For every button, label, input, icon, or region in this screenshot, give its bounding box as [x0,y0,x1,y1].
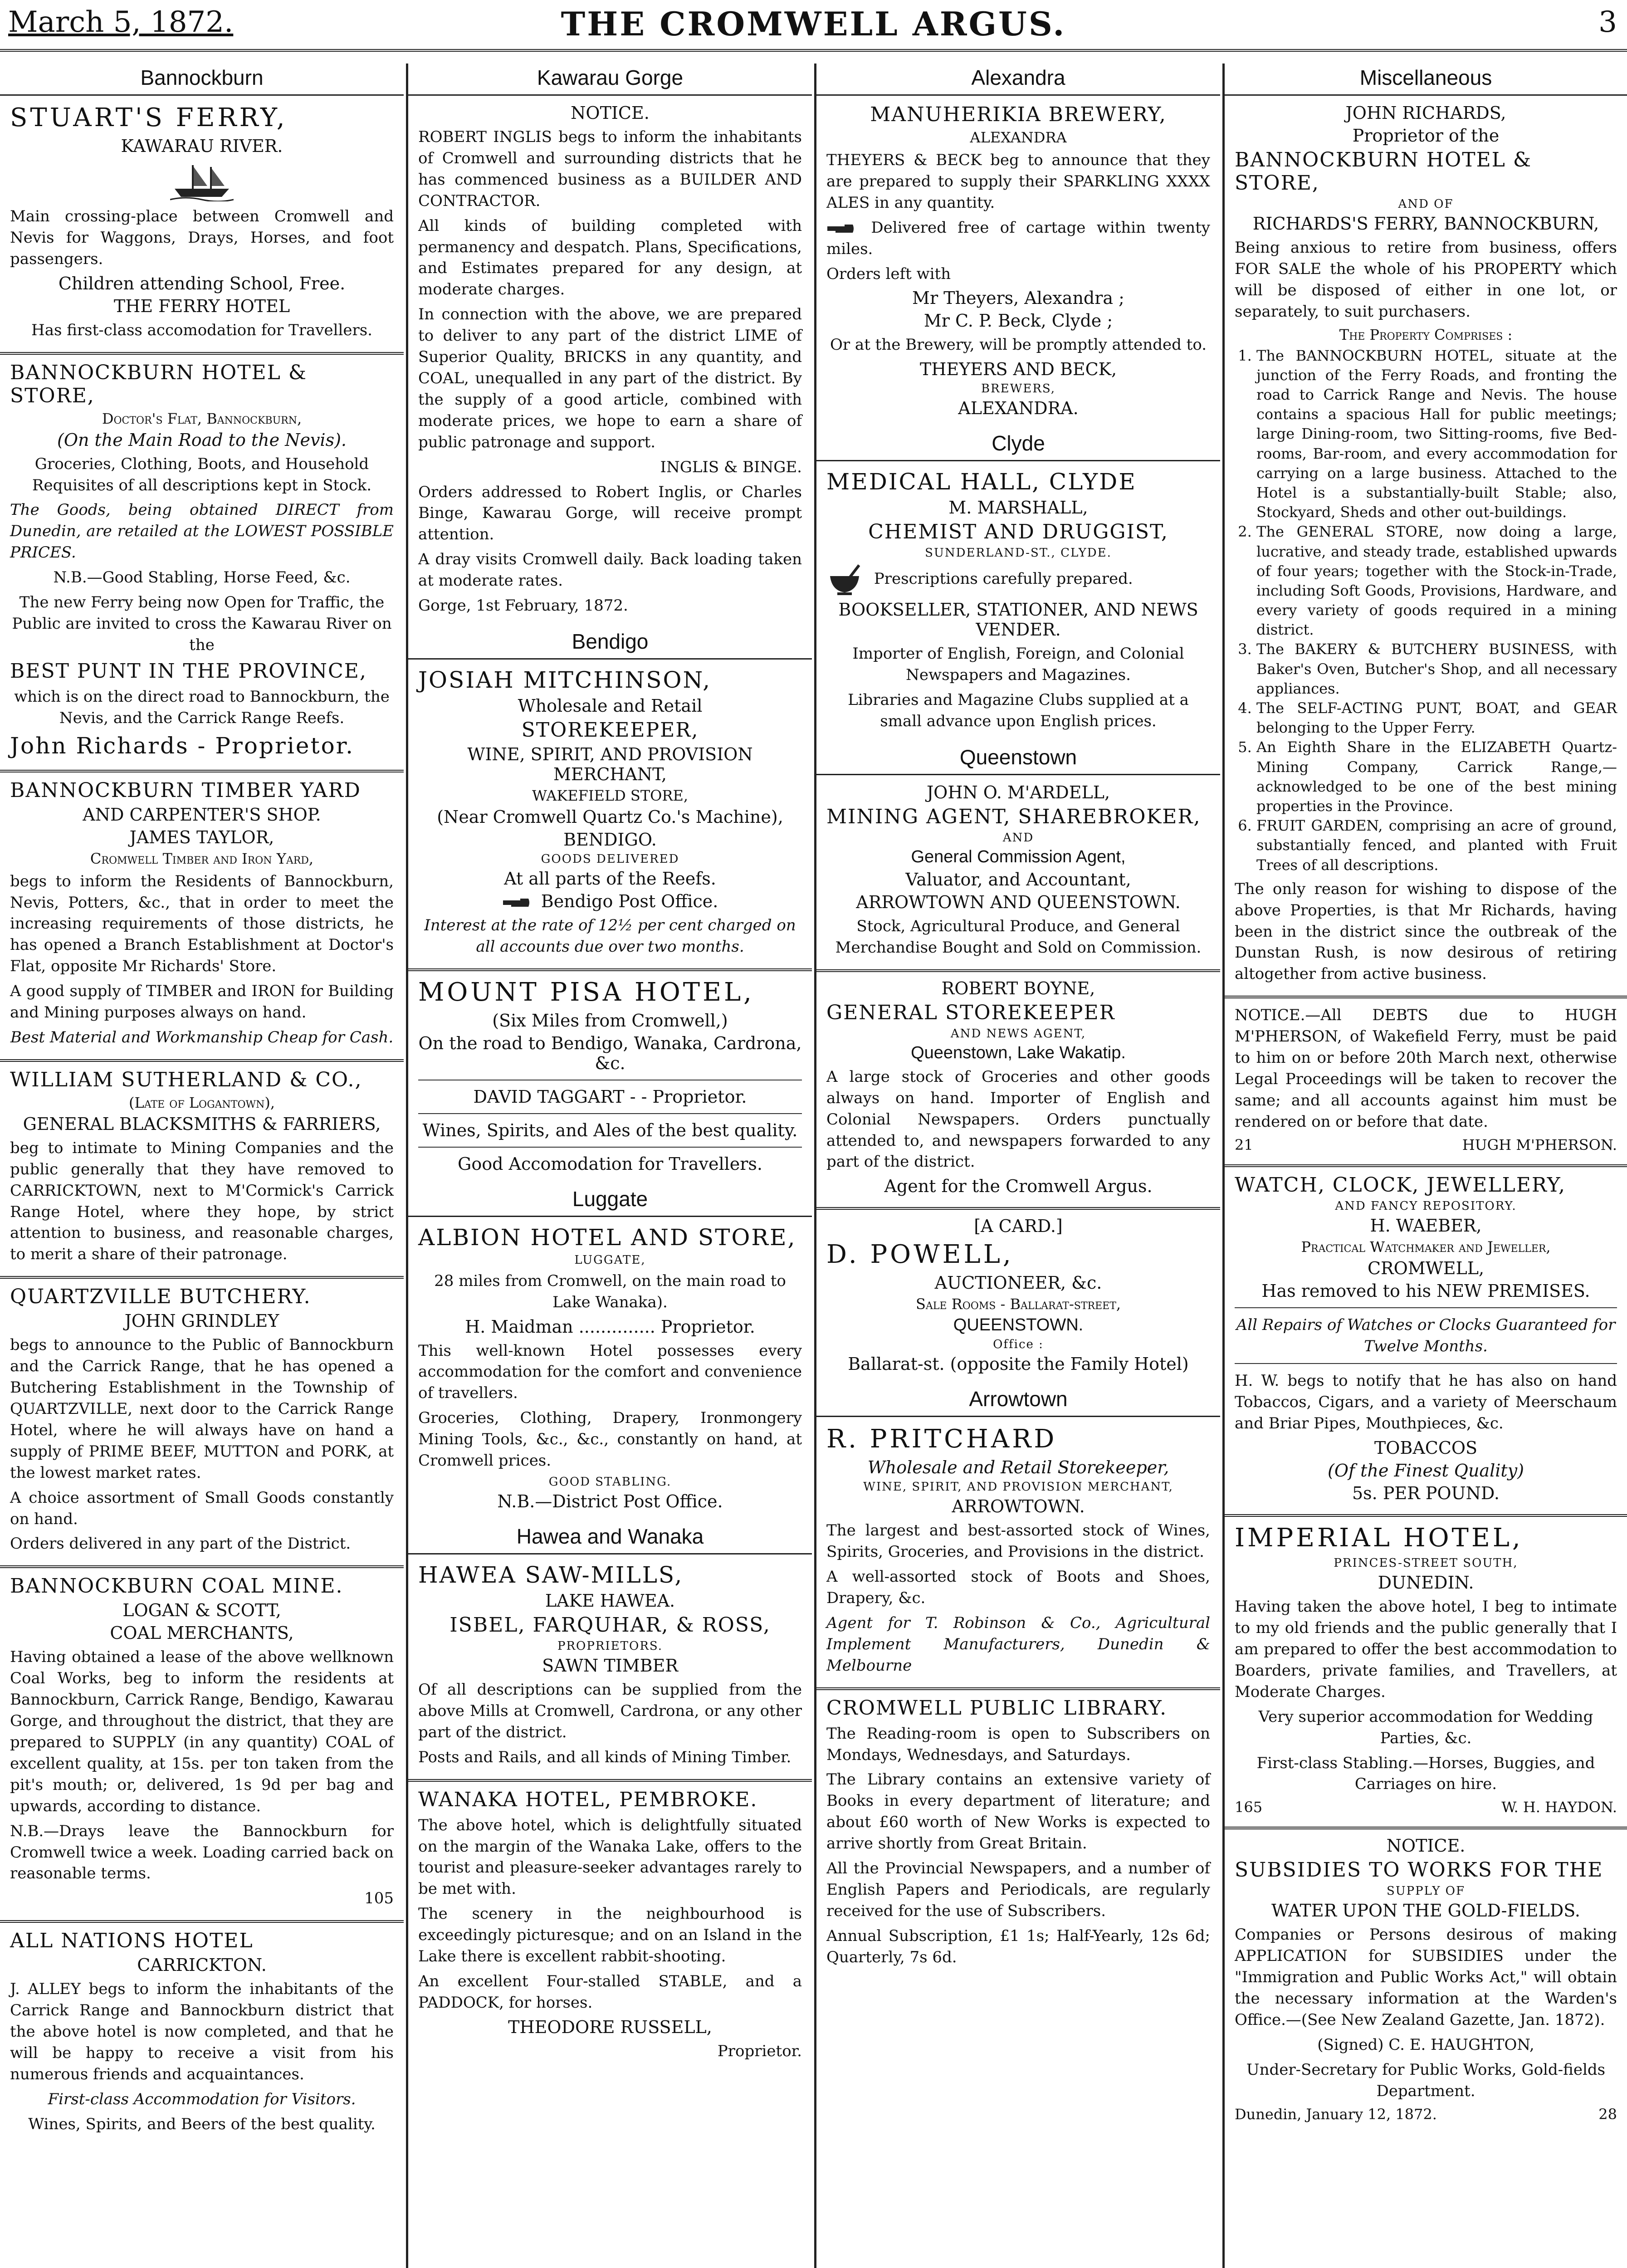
ad-title: R. PRITCHARD [826,1424,1057,1454]
ad-subtitle: AND FANCY REPOSITORY. [1335,1199,1517,1213]
divider [1225,996,1627,998]
section-heading: Clyde [816,429,1220,461]
ad-number: 105 [364,1889,394,1908]
ad-mitchinson [418,667,802,958]
ad-line: All Repairs of Watches or Clocks Guaranteed for Twelve Months. [1236,1315,1616,1355]
ad-number: 21 [1235,1136,1253,1154]
ad-signature: (Signed) C. E. HAUGHTON, [1317,2035,1534,2054]
ad-footer [1235,2106,1617,2123]
ad-line: ARROWTOWN. [952,1496,1085,1517]
section-heading: Kawarau Gorge [408,64,812,96]
ad-role: STOREKEEPER, [521,718,699,742]
ad-role: WINE, SPIRIT, AND PROVISION MERCHANT, [863,1480,1173,1494]
divider [0,1276,404,1279]
ad-waeber [1235,1173,1617,1504]
property-list [1235,346,1617,875]
ad-line: AND NEWS AGENT, [950,1026,1086,1041]
divider [0,1059,404,1062]
ad-line: Wines, Spirits, and Ales of the best quality. [422,1120,798,1140]
ad-proprietor: DAVID TAGGART - - Proprietor. [473,1086,747,1107]
ad-line: Interest at the rate of 12½ per cent charged on all accounts due over two months. [424,916,796,956]
ad-coal-mine [10,1574,394,1909]
ad-line: [A CARD.] [974,1216,1063,1237]
ad-body: Being anxious to retire from business, offers FOR SALE the whole of his PROPERTY which will be disposed of either in one lot, or separately, to suit purchasers. [1235,239,1617,321]
divider [816,1687,1220,1690]
ad-body: begs to inform the Residents of Bannockburn, Nevis, Potters, &c., that in order to meet the increasing requirements of those districts, he has opened a Branch Establishment at Doctor's Flat, opposite Mr Richards' Store. [10,872,394,976]
ad-line: At all parts of the Reefs. [504,868,716,889]
ad-body: Orders delivered in any part of the District. [10,1535,351,1553]
ad-title: HAWEA SAW-MILLS, [418,1562,684,1588]
ad-line: Agent for the Cromwell Argus. [884,1176,1153,1197]
ad-public-library [826,1696,1210,1968]
ad-body: A good supply of TIMBER and IRON for Building and Mining purposes always on hand. [10,982,394,1022]
ad-line: SAWN TIMBER [542,1656,678,1676]
page-number: 3 [1598,5,1617,39]
ad-title: STUART'S FERRY, [10,103,288,132]
section-heading: Miscellaneous [1225,64,1627,96]
ad-role: GENERAL BLACKSMITHS & FARRIERS, [23,1114,381,1134]
ad-manuherikia-brewery [826,103,1210,418]
ad-name: ROBERT BOYNE, [941,978,1095,998]
ad-role: GENERAL STOREKEEPER [826,1001,1115,1024]
ad-body: Stock, Agricultural Produce, and General Merchandise Bought and Sold on Commission. [835,917,1202,957]
ad-line: GOODS DELIVERED [541,852,679,866]
ad-subtitle: (On the Main Road to the Nevis). [57,430,347,450]
ad-name: THE FERRY HOTEL [113,296,290,316]
ad-line: BENDIGO. [563,829,657,850]
list-item: 5. An Eighth Share in the ELIZABETH Quartz-Mining Company, Carrick Range,—acknowledged to be one of the best mining properties in the Province. [1256,738,1617,816]
ad-body: beg to intimate to Mining Companies and the public generally that they have removed to CARRICKTOWN, next to M'Cormick's Carrick Range Hotel, where they hope, by strict attention to business, and reasonable charges, to merit a share of their patronage. [10,1139,394,1264]
ad-name: THEYERS AND BECK, [919,359,1117,380]
issue-date: March 5, 1872. [8,5,234,39]
ad-role: COAL MERCHANTS, [110,1623,294,1643]
ad-line: RICHARDS'S FERRY, BANNOCKBURN, [1252,214,1599,234]
divider [1225,1827,1627,1829]
ad-line: Very superior accommodation for Wedding Parties, &c. [1258,1707,1593,1747]
ad-body: A dray visits Cromwell daily. Back loading taken at moderate rates. [418,550,802,590]
ad-name: M. MARSHALL, [948,498,1088,518]
ad-title: IMPERIAL HOTEL, [1235,1523,1523,1553]
ad-line: N.B.—Good Stabling, Horse Feed, &c. [53,568,351,587]
ad-body: Having obtained a lease of the above wellknown Coal Works, beg to inform the residents at Bannockburn, Carrick Range, Bendigo, Kawarau Gorge, and throughout the district, that they are prepared to SUPPLY (in any quantity) COAL of excellent quality, at 15s. per ton taken from the pit's mouth; or, delivered, 1s 9d per bag and upwards, according to distance. [10,1648,394,1815]
ad-role: Cromwell Timber and Iron Yard, [90,850,314,867]
divider [0,352,404,355]
ad-role: BREWERS, [981,382,1056,396]
divider [0,1920,404,1923]
ad-line: Best Material and Workmanship Cheap for Cash. [10,1028,394,1046]
ad-body: Orders addressed to Robert Inglis, or Charles Binge, Kawarau Gorge, will receive prompt attention. [418,483,802,544]
divider [408,968,812,971]
section-heading: Bendigo [408,627,812,660]
ad-body: Groceries, Clothing, Boots, and Household Requisites of all descriptions kept in Stock. [32,455,372,494]
divider [816,1207,1220,1210]
ad-title: BANNOCKBURN COAL MINE. [10,1574,343,1598]
ad-prescriptions [826,563,1210,596]
divider [418,1113,802,1114]
ad-body: A well-assorted stock of Boots and Shoes, Drapery, &c. [826,1568,1210,1608]
ad-subtitle: LAKE HAWEA. [545,1591,675,1611]
ad-line: DUNEDIN. [1378,1573,1474,1593]
divider [1225,1514,1627,1517]
ad-body: 28 miles from Cromwell, on the main road to Lake Wanaka). [434,1271,786,1311]
ad-heading: BEST PUNT IN THE PROVINCE, [10,659,367,683]
ad-title: D. POWELL, [826,1240,1014,1270]
ad-body: Posts and Rails, and all kinds of Mining Timber. [418,1748,792,1766]
ad-bannockburn-hotel [10,361,394,759]
ad-stuarts-ferry [10,103,394,341]
ad-title: BANNOCKBURN HOTEL & STORE, [10,361,308,407]
pointing-hand-icon [826,223,855,235]
ad-body: Libraries and Magazine Clubs supplied at a small advance upon English prices. [848,691,1189,731]
ad-title: QUARTZVILLE BUTCHERY. [10,1285,311,1309]
list-item: 4. The SELF-ACTING PUNT, BOAT, and GEAR belonging to the Upper Ferry. [1256,699,1617,738]
section-heading: Queenstown [816,743,1220,775]
ad-line: Queenstown, Lake Wakatip. [911,1043,1126,1062]
ad-albion-hotel [418,1224,802,1511]
ad-name: JOHN RICHARDS, [1345,103,1506,123]
divider [0,770,404,772]
ad-role: General Commission Agent, [911,847,1126,866]
divider [1235,1363,1617,1364]
ad-robert-boyne [826,978,1210,1197]
ad-delivery [826,217,1210,260]
ad-body: All the Provincial Newspapers, and a number of English Papers and Periodicals, are regularly received for the use of Subscribers. [826,1859,1210,1920]
list-item: 6. FRUIT GARDEN, comprising an acre of ground, substantially fenced, and planted with Fruit Trees of all descriptions. [1256,816,1617,875]
ad-line: First-class Accommodation for Visitors. [48,2090,356,2108]
ad-body: Agent for T. Robinson & Co., Agricultural Implement Manufacturers, Dunedin & Melbourne [826,1613,1210,1675]
ad-body: The above hotel, which is delightfully situated on the margin of the Wanaka Lake, offers to the tourist and pleasure-seeker advantages rarely to be met with. [418,1816,802,1898]
ad-role: Proprietor. [717,2042,802,2060]
ad-subtitle: ALEXANDRA [970,129,1067,146]
ad-subtitle: (Six Miles from Cromwell,) [492,1010,728,1031]
ad-body: J. ALLEY begs to inform the inhabitants of the Carrick Range and Bannockburn district that the above hotel is now completed, and that he will be happy to receive a visit from his numerous friends and acquaintances. [10,1980,394,2083]
ad-body: ROBERT INGLIS begs to inform the inhabitants of Cromwell and surrounding districts that he has commenced business as a BUILDER AND CONTRACTOR. [418,128,802,210]
ad-line: (Near Cromwell Quartz Co.'s Machine), [437,807,783,827]
ad-name: H. WAEBER, [1370,1215,1482,1236]
ad-title: CROMWELL PUBLIC LIBRARY. [826,1696,1168,1720]
ad-line: Sale Rooms - Ballarat-street, [915,1295,1121,1313]
ad-line: Ballarat-st. (opposite the Family Hotel) [848,1354,1189,1374]
ad-date: Dunedin, January 12, 1872. [1235,2105,1437,2123]
ad-line: First-class Stabling.—Horses, Buggies, and Carriages on hire. [1256,1754,1595,1794]
divider [1235,1307,1617,1308]
section-heading: Bannockburn [0,64,404,96]
newspaper-title: THE CROMWELL ARGUS. [561,5,1066,43]
ad-line: Orders left with [826,264,951,283]
ad-role: Practical Watchmaker and Jeweller, [1301,1238,1551,1256]
ad-body: H. W. begs to notify that he has also on hand Tobaccos, Cigars, and a variety of Meerschaum and Briar Pipes, Mouthpieces, &c. [1235,1372,1617,1433]
ad-title: WANAKA HOTEL, PEMBROKE. [418,1788,758,1811]
ad-subtitle: AND CARPENTER'S SHOP. [83,804,321,825]
ad-name: THEODORE RUSSELL, [508,2017,712,2037]
ad-line: QUEENSTOWN. [953,1315,1084,1335]
ad-line: AND OF [1398,197,1454,211]
ad-store: WAKEFIELD STORE, [532,787,689,804]
ad-body: The only reason for wishing to dispose of the above Properties, is that Mr Richards, having been in the district since the outbreak of the Dunstan Rush, is now desirous of retiring altogether from active business. [1235,880,1617,983]
ad-subtitle: Wholesale and Retail [518,695,703,716]
ad-number: 28 [1598,2105,1617,2123]
ad-post [418,891,802,911]
ad-line: GOOD STABLING. [548,1475,672,1489]
ad-line: BOOKSELLER, STATIONER, AND NEWS VENDER. [838,600,1198,640]
ad-line: Mr Theyers, Alexandra ; [912,288,1124,308]
ad-role: WINE, SPIRIT, AND PROVISION MERCHANT, [467,744,753,784]
ad-body: Or at the Brewery, will be promptly attended to. [830,336,1207,354]
ad-powell [826,1216,1210,1374]
ad-date: Gorge, 1st February, 1872. [418,596,628,615]
ad-line: AND [1002,831,1034,845]
ad-subtitle: CARRICKTON. [137,1955,267,1975]
divider [1225,1164,1627,1167]
ad-line: Good Accomodation for Travellers. [458,1154,762,1174]
ad-line: Has removed to his NEW PREMISES. [1261,1281,1590,1301]
ad-timber-yard [10,779,394,1048]
ad-subtitle: KAWARAU RIVER. [121,136,283,156]
ad-name: JOHN GRINDLEY [124,1311,279,1331]
ad-body: Annual Subscription, £1 1s; Half-Yearly, 12s 6d; Quarterly, 7s 6d. [826,1926,1210,1966]
ad-name: JAMES TAYLOR, [129,827,274,847]
ad-line: 5s. PER POUND. [1352,1483,1500,1504]
ad-wanaka-hotel [418,1788,802,2062]
ad-subtitle: (Late of Logantown), [128,1094,275,1111]
ad-title: NOTICE. [571,103,650,123]
ad-subsidies-notice [1235,1836,1617,2122]
ad-number: 165 [1235,1799,1263,1816]
ad-title: JOSIAH MITCHINSON, [418,666,711,693]
ad-signature: W. H. HAYDON. [1501,1799,1617,1816]
ad-body: In connection with the above, we are prepared to deliver to any part of the district LIME of Superior Quality, BRICKS in any quantity, and COAL, unequalled in any part of the district. By the supply of a good article, combined with moderate prices, we hope to earn a share of public patronage and support. [418,305,802,451]
ad-body: Groceries, Clothing, Drapery, Ironmongery Mining Tools, &c., &c., constantly on hand, at Cromwell prices. [418,1409,802,1470]
ad-line: Has first-class accomodation for Travellers. [31,321,372,339]
ad-footer [1235,1799,1617,1816]
ad-title: MEDICAL HALL, CLYDE [826,469,1137,495]
column-alexandra [816,64,1220,2268]
ad-line: (Of the Finest Quality) [1328,1461,1524,1481]
ad-quartzville-butchery [10,1285,394,1554]
divider [816,969,1220,972]
ad-sutherland [10,1068,394,1265]
ad-line: Wines, Spirits, and Beers of the best quality. [28,2115,376,2133]
ad-mpherson-notice [1235,1005,1617,1153]
ad-body: Having taken the above hotel, I beg to intimate to my old friends and the public generally that I am prepared to offer the best accommodation to Boarders, private families, and Travellers, at Moderate Charges. [1235,1598,1617,1701]
ad-line: SUPPLY OF [1386,1884,1466,1898]
ad-line: Office : [993,1338,1044,1352]
ad-role: MINING AGENT, SHAREBROKER, [826,805,1201,828]
ad-title: WILLIAM SUTHERLAND & CO., [10,1068,362,1091]
ad-body: begs to announce to the Public of Bannockburn and the Carrick Range, that he has opened a Butchering Establishment in the Township of QUARTZVILLE, next door to the Carrick Range Hotel, where he will always have on hand a supply of PRIME BEEF, MUTTON and PORK, at the lowest market rates. [10,1336,394,1482]
ad-line: WATER UPON THE GOLD-FIELDS. [1271,1901,1580,1921]
ad-body: The Reading-room is open to Subscribers on Mondays, Wednesdays, and Saturdays. [826,1724,1210,1764]
ad-line: ALEXANDRA. [958,398,1079,419]
ad-body: NOTICE.—All DEBTS due to HUGH M'PHERSON, of Wakefield Ferry, must be paid to him on or before 20th March next, otherwise Legal Proceedings will be taken to recover the same; and all accounts against him must be rendered on or before that date. [1235,1006,1617,1131]
ad-title: BANNOCKBURN HOTEL & STORE, [1235,148,1532,195]
ad-body: The Goods, being obtained DIRECT from Dunedin, are retailed at the LOWEST POSSIBLE PRICES. [10,501,394,562]
ad-line: Mr C. P. Beck, Clyde ; [923,311,1113,331]
column-kawarau-gorge [408,64,812,2268]
ad-medical-hall [826,469,1210,732]
masthead [0,0,1627,52]
pointing-hand-icon [502,897,531,909]
ad-footer [1235,1136,1617,1154]
ad-body: An excellent Four-stalled STABLE, and a PADDOCK, for horses. [418,1972,802,2012]
ad-body: Importer of English, Foreign, and Colonial Newspapers and Magazines. [852,645,1184,684]
ad-body: This well-known Hotel possesses every accommodation for the comfort and convenience of travellers. [418,1341,802,1403]
section-heading: Alexandra [816,64,1220,96]
ad-body: THEYERS & BECK beg to announce that they are prepared to supply their SPARKLING XXXX ALES in any quantity. [826,151,1210,212]
section-heading: Hawea and Wanaka [408,1522,812,1554]
ad-line: PRINCES-STREET SOUTH, [1334,1556,1518,1570]
ad-body: Main crossing-place between Cromwell and Nevis for Waggons, Drays, Horses, and foot passengers. [10,207,394,268]
ad-name: ISBEL, FARQUHAR, & ROSS, [450,1613,771,1637]
ad-line: SUNDERLAND-ST., CLYDE. [925,546,1112,560]
ad-line: Proprietor of the [1352,126,1500,146]
ad-subtitle: Wholesale and Retail Storekeeper, [867,1457,1169,1478]
ad-title: WATCH, CLOCK, JEWELLERY, [1235,1173,1566,1197]
ad-subtitle: LUGGATE, [574,1253,646,1267]
ad-proprietor: John Richards - Proprietor. [10,732,354,759]
ad-line: Bendigo Post Office. [541,891,718,911]
ad-name: LOGAN & SCOTT, [122,1600,281,1621]
ad-line: ARROWTOWN AND QUEENSTOWN. [856,892,1181,912]
list-item: 1. The BANNOCKBURN HOTEL, situate at the junction of the Ferry Roads, and fronting the road to Carrick Range and Nevis. The house contains a spacious Hall for public meetings; large Dining-room, two Sitting-rooms, five Bed-rooms, Bar-room, and every accommodation for carrying on a large business. Attached to the Hotel is a substantially-built Stable; also, Stockyard, Sheds and other out-buildings. [1256,346,1617,523]
ship-icon [170,161,234,201]
ad-body: A large stock of Groceries and other goods always on hand. Importer of English and Colonial Newspapers. Orders punctually attended to, and newspapers forwarded to any part of the district. [826,1067,1210,1171]
ad-body: The largest and best-assorted stock of Wines, Spirits, Groceries, and Provisions in the district. [826,1521,1210,1561]
ad-body: All kinds of building completed with permanency and despatch. Plans, Specifications, and Estimates prepared for any design, at moderate charges. [418,216,802,299]
ad-body: which is on the direct road to Bannockburn, the Nevis, and the Carrick Range Reefs. [14,687,390,727]
ad-line: Under-Secretary for Public Works, Gold-fields Department. [1246,2060,1606,2100]
ad-role: AUCTIONEER, &c. [934,1273,1102,1293]
ad-body: N.B.—Drays leave the Bannockburn for Cromwell twice a week. Loading carried back on reasonable terms. [10,1822,394,1883]
ad-role: CHEMIST AND DRUGGIST, [868,520,1168,544]
ad-imperial-hotel [1235,1523,1617,1816]
ad-robert-inglis [418,103,802,616]
list-item: 3. The BAKERY & BUTCHERY BUSINESS, with Baker's Oven, Butcher's Shop, and all necessary appliances. [1256,640,1617,699]
ad-title: MANUHERIKIA BREWERY, [870,103,1167,126]
column-bannockburn [0,64,404,2268]
ad-line: N.B.—District Post Office. [497,1491,723,1511]
column-miscellaneous [1225,64,1627,2268]
ad-body: Companies or Persons desirous of making APPLICATION for SUBSIDIES under the "Immigration and Public Works Act," will obtain the necessary information at the Warden's Office.—(See New Zealand Gazette, Jan. 1872). [1235,1926,1617,2029]
ad-all-nations-hotel [10,1929,394,2135]
ad-body: Of all descriptions can be supplied from the above Mills at Cromwell, Cardrona, or any other part of the district. [418,1681,802,1741]
divider [408,1779,812,1782]
mortar-pestle-icon [826,563,863,596]
section-heading: Luggate [408,1185,812,1217]
ad-signature: HUGH M'PHERSON. [1462,1136,1617,1154]
ad-hawea-saw-mills [418,1562,802,1768]
divider [418,1147,802,1148]
ad-title: NOTICE. [1386,1836,1466,1856]
ad-signature: INGLIS & BINGE. [660,458,802,476]
ad-title: SUBSIDIES TO WORKS FOR THE [1235,1858,1603,1882]
ad-role: PROPRIETORS. [557,1639,663,1653]
ad-line: The Property Comprises : [1339,326,1513,343]
ad-title: BANNOCKBURN TIMBER YARD [10,778,361,802]
list-item: 2. The GENERAL STORE, now doing a large, lucrative, and steady trade, established upwards of four years; together with the Stock-in-Trade, including Soft Goods, Provisions, Hardware, and every variety of goods required in a mining district. [1256,522,1617,640]
ad-line: CROMWELL, [1367,1258,1485,1278]
ad-line: Delivered free of cartage within twenty miles. [826,218,1210,258]
ad-title: ALL NATIONS HOTEL [10,1929,254,1953]
ad-subtitle: Doctor's Flat, Bannockburn, [102,410,302,427]
ad-body: The scenery in the neighbourhood is exceedingly picturesque; and on an Island in the Lake there is excellent rabbit-shooting. [418,1905,802,1966]
ad-line: TOBACCOS [1374,1438,1478,1458]
ad-body: The new Ferry being now Open for Traffic, the Public are invited to cross the Kawarau River on the [12,593,392,654]
ad-line: On the road to Bendigo, Wanaka, Cardrona, &c. [418,1033,802,1073]
divider [0,1565,404,1568]
ad-title: MOUNT PISA HOTEL, [418,977,754,1007]
ad-title: ALBION HOTEL AND STORE, [418,1224,796,1251]
ad-body: A choice assortment of Small Goods constantly on hand. [10,1488,394,1528]
ad-line: Valuator, and Accountant, [905,869,1131,890]
ad-mardell [826,782,1210,958]
ad-pritchard [826,1424,1210,1676]
section-heading: Arrowtown [816,1385,1220,1417]
ad-john-richards [1235,103,1617,985]
ad-line: Children attending School, Free. [58,273,346,293]
ad-proprietor: H. Maidman .............. Proprietor. [465,1316,755,1337]
ad-line: Prescriptions carefully prepared. [874,570,1133,588]
ad-name: JOHN O. M'ARDELL, [926,782,1110,802]
ad-mount-pisa-hotel [418,978,802,1174]
ad-body: The Library contains an extensive variety of Books in every department of literature; and about £60 worth of New Works is expected to arrive shortly from Great Britain. [826,1770,1210,1853]
